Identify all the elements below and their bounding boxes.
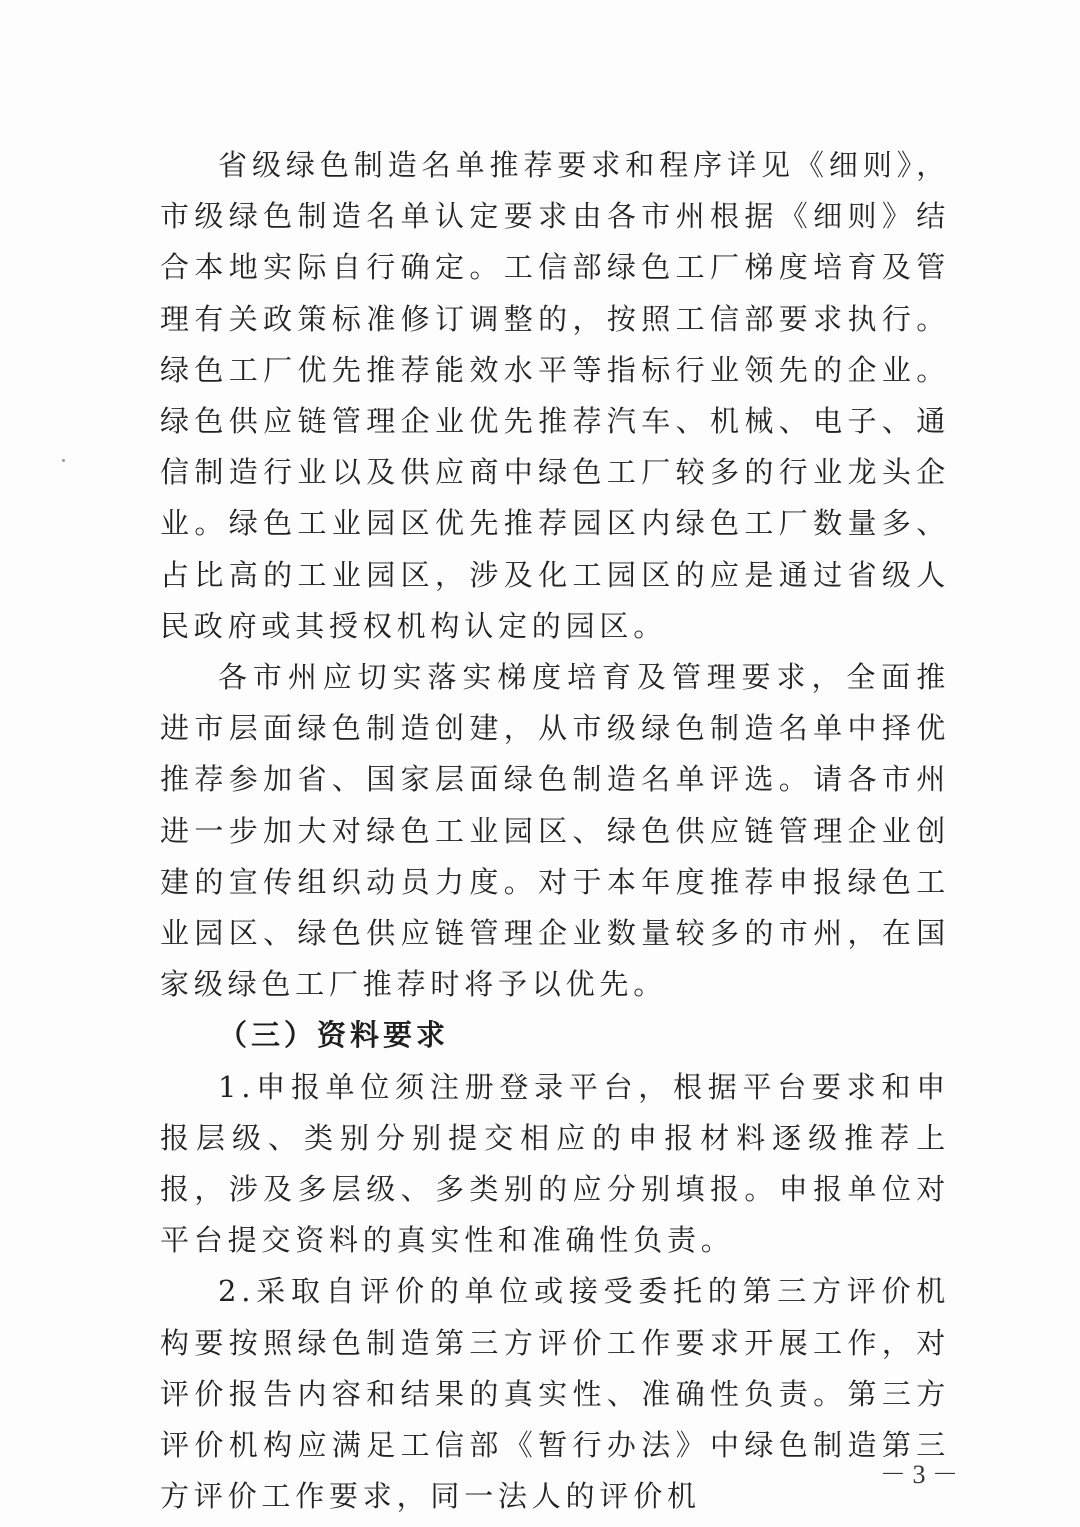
section-heading-material-requirements: （三）资料要求 — [218, 1018, 450, 1053]
list-item-platform-registration: 1.申报单位须注册登录平台，根据平台要求和申报层级、类别分别提交相应的申报材料逐级推荐上报，涉及多层级、多类别的应分别填报。申报单位对平台提交资料的真实性和准确性负责。 — [160, 1069, 950, 1258]
document-body — [160, 140, 950, 1522]
list-item-third-party-evaluation: 2.采取自评价的单位或接受委托的第三方评价机构要按照绿色制造第三方评价工作要求开展工作，对评价报告内容和结果的真实性、准确性负责。第三方评价机构应满足工信部《暂行办法》中绿色制造第三方评价工作要求，同一法人的评价机 — [160, 1274, 950, 1514]
scan-speck — [62, 459, 65, 462]
page-number: － 3 － — [880, 1460, 959, 1489]
paragraph-city-implementation: 各市州应切实落实梯度培育及管理要求，全面推进市层面绿色制造创建，从市级绿色制造名单中择优推荐参加省、国家层面绿色制造名单评选。请各市州进一步加大对绿色工业园区、绿色供应链管理企业创建的宣传组织动员力度。对于本年度推荐申报绿色工业园区、绿色供应链管理企业数量较多的市州，在国家级绿色工厂推荐时将予以优先。 — [160, 660, 950, 1002]
paragraph-recommendation-requirements: 省级绿色制造名单推荐要求和程序详见《细则》，市级绿色制造名单认定要求由各市州根据《细则》结合本地实际自行确定。工信部绿色工厂梯度培育及管理有关政策标准修订调整的，按照工信部要求执行。绿色工厂优先推荐能效水平等指标行业领先的企业。绿色供应链管理企业优先推荐汽车、机械、电子、通信制造行业以及供应商中绿色工厂较多的行业龙头企业。绿色工业园区优先推荐园区内绿色工厂数量多、占比高的工业园区，涉及化工园区的应是通过省级人民政府或其授权机构认定的园区。 — [160, 148, 950, 643]
